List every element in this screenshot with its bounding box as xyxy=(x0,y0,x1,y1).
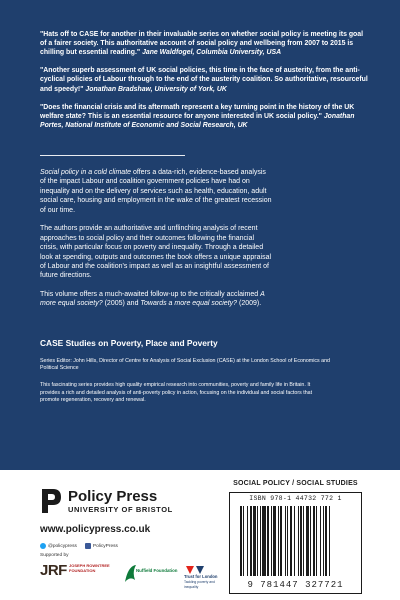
endorsement-1 xyxy=(40,30,370,57)
series-info xyxy=(40,338,330,404)
nuffield-name: Nuffield Foundation xyxy=(136,568,178,573)
trust-for-london-tagline: Tackling poverty and inequality xyxy=(184,579,215,589)
bottom-panel xyxy=(0,470,400,600)
facebook-handle: PolicyPress xyxy=(92,543,118,549)
endorsement-attribution: Jane Waldfogel, Columbia University, USA xyxy=(142,49,282,57)
description-paragraph: The authors provide an authoritative and unflinching analysis of recent approaches to social policy and their outcomes following the financial crisis, with particular focus on poverty and inequality. Through a detailed look at spending, outputs and outcomes the book offers a unique appraisal of Labour and the coalition's impact as well as an insightful assessment of future directions. xyxy=(40,225,272,280)
endorsement-3 xyxy=(40,103,370,130)
endorsement-quote: "Another superb assessment of UK social policies, this time in the face of austerity, from the anti-cyclical policies of Labour through to the end of the austerity coalition. So authoritative, resourceful and speedy!" xyxy=(40,67,368,93)
book-title-italic: Towards a more equal society? xyxy=(140,300,238,308)
isbn-label: ISBN 978-1 44732 772 1 xyxy=(249,495,342,502)
sponsor-logos xyxy=(40,562,240,588)
book-title-italic: A more equal society? xyxy=(40,290,265,308)
book-description xyxy=(40,168,272,318)
series-editor: Series Editor: John Hills, Director of Centre for Analysis of Social Exclusion (CASE) at the London School of Economics and Political Science xyxy=(40,358,330,372)
facebook-icon xyxy=(85,543,91,549)
social-links xyxy=(40,543,118,549)
policy-press-logo-icon xyxy=(40,488,62,514)
endorsement-2 xyxy=(40,66,370,93)
description-text: (2009). xyxy=(237,300,262,308)
series-description: This fascinating series provides high quality empirical research into communities, poverty and family life in Britain. It provides a rich and detailed analysis of anti-poverty policy in action, focusing on the individual and social factors that promote regeneration, recovery and renewal. xyxy=(40,382,313,403)
publisher-name: Policy Press xyxy=(68,488,158,505)
endorsement-attribution: Jonathan Portes, National Institute of Economic and Social Research, UK xyxy=(40,112,355,129)
isbn-barcode xyxy=(229,492,362,594)
subject-category: SOCIAL POLICY / SOCIAL STUDIES xyxy=(233,480,358,487)
endorsement-quote: "Does the financial crisis and its aftermath represent a key turning point in the history of the UK welfare state? This is an essential resource for anyone interested in UK social policy." xyxy=(40,103,355,120)
description-paragraph xyxy=(40,168,272,215)
supported-by-label: Supported by xyxy=(40,553,69,558)
barcode-bars xyxy=(238,506,355,576)
twitter-handle: @policypress xyxy=(48,543,77,549)
publisher-university: UNIVERSITY OF BRISTOL xyxy=(68,505,173,514)
jrf-logo: JRF xyxy=(40,562,67,579)
publisher-url[interactable]: www.policypress.co.uk xyxy=(40,524,151,535)
book-title-italic: Social policy in a cold climate xyxy=(40,169,132,176)
endorsements xyxy=(40,30,370,139)
description-text: offers a data-rich, evidence-based analysis of the impact Labour and coalition government policies have had on inequality and on the delivery of services such as health, education, adult social care, housing and employment in the wake of the greatest recession of our time. xyxy=(40,169,272,214)
divider xyxy=(40,155,185,156)
twitter-link[interactable] xyxy=(40,543,77,549)
barcode-digits: 9 781447 327721 xyxy=(247,580,344,590)
endorsement-quote: "Hats off to CASE for another in their invaluable series on whether social policy is meeting its goal of a fairer society. This authoritative account of social policy and wellbeing from 2007 to 2015 is chilling but essential reading." xyxy=(40,31,363,57)
endorsement-attribution: Jonathan Bradshaw, University of York, UK xyxy=(85,85,227,93)
description-paragraph xyxy=(40,290,272,309)
description-text: This volume offers a much-awaited follow-up to the critically acclaimed xyxy=(40,290,261,298)
twitter-icon xyxy=(40,543,46,549)
trust-for-london-title: Trust for London xyxy=(184,574,218,579)
trust-for-london-name xyxy=(184,575,224,590)
description-text: (2005) and xyxy=(102,300,141,308)
facebook-link[interactable] xyxy=(85,543,118,549)
series-title: CASE Studies on Poverty, Place and Poverty xyxy=(40,338,218,348)
jrf-name: JOSEPH ROWNTREE FOUNDATION xyxy=(69,563,110,573)
